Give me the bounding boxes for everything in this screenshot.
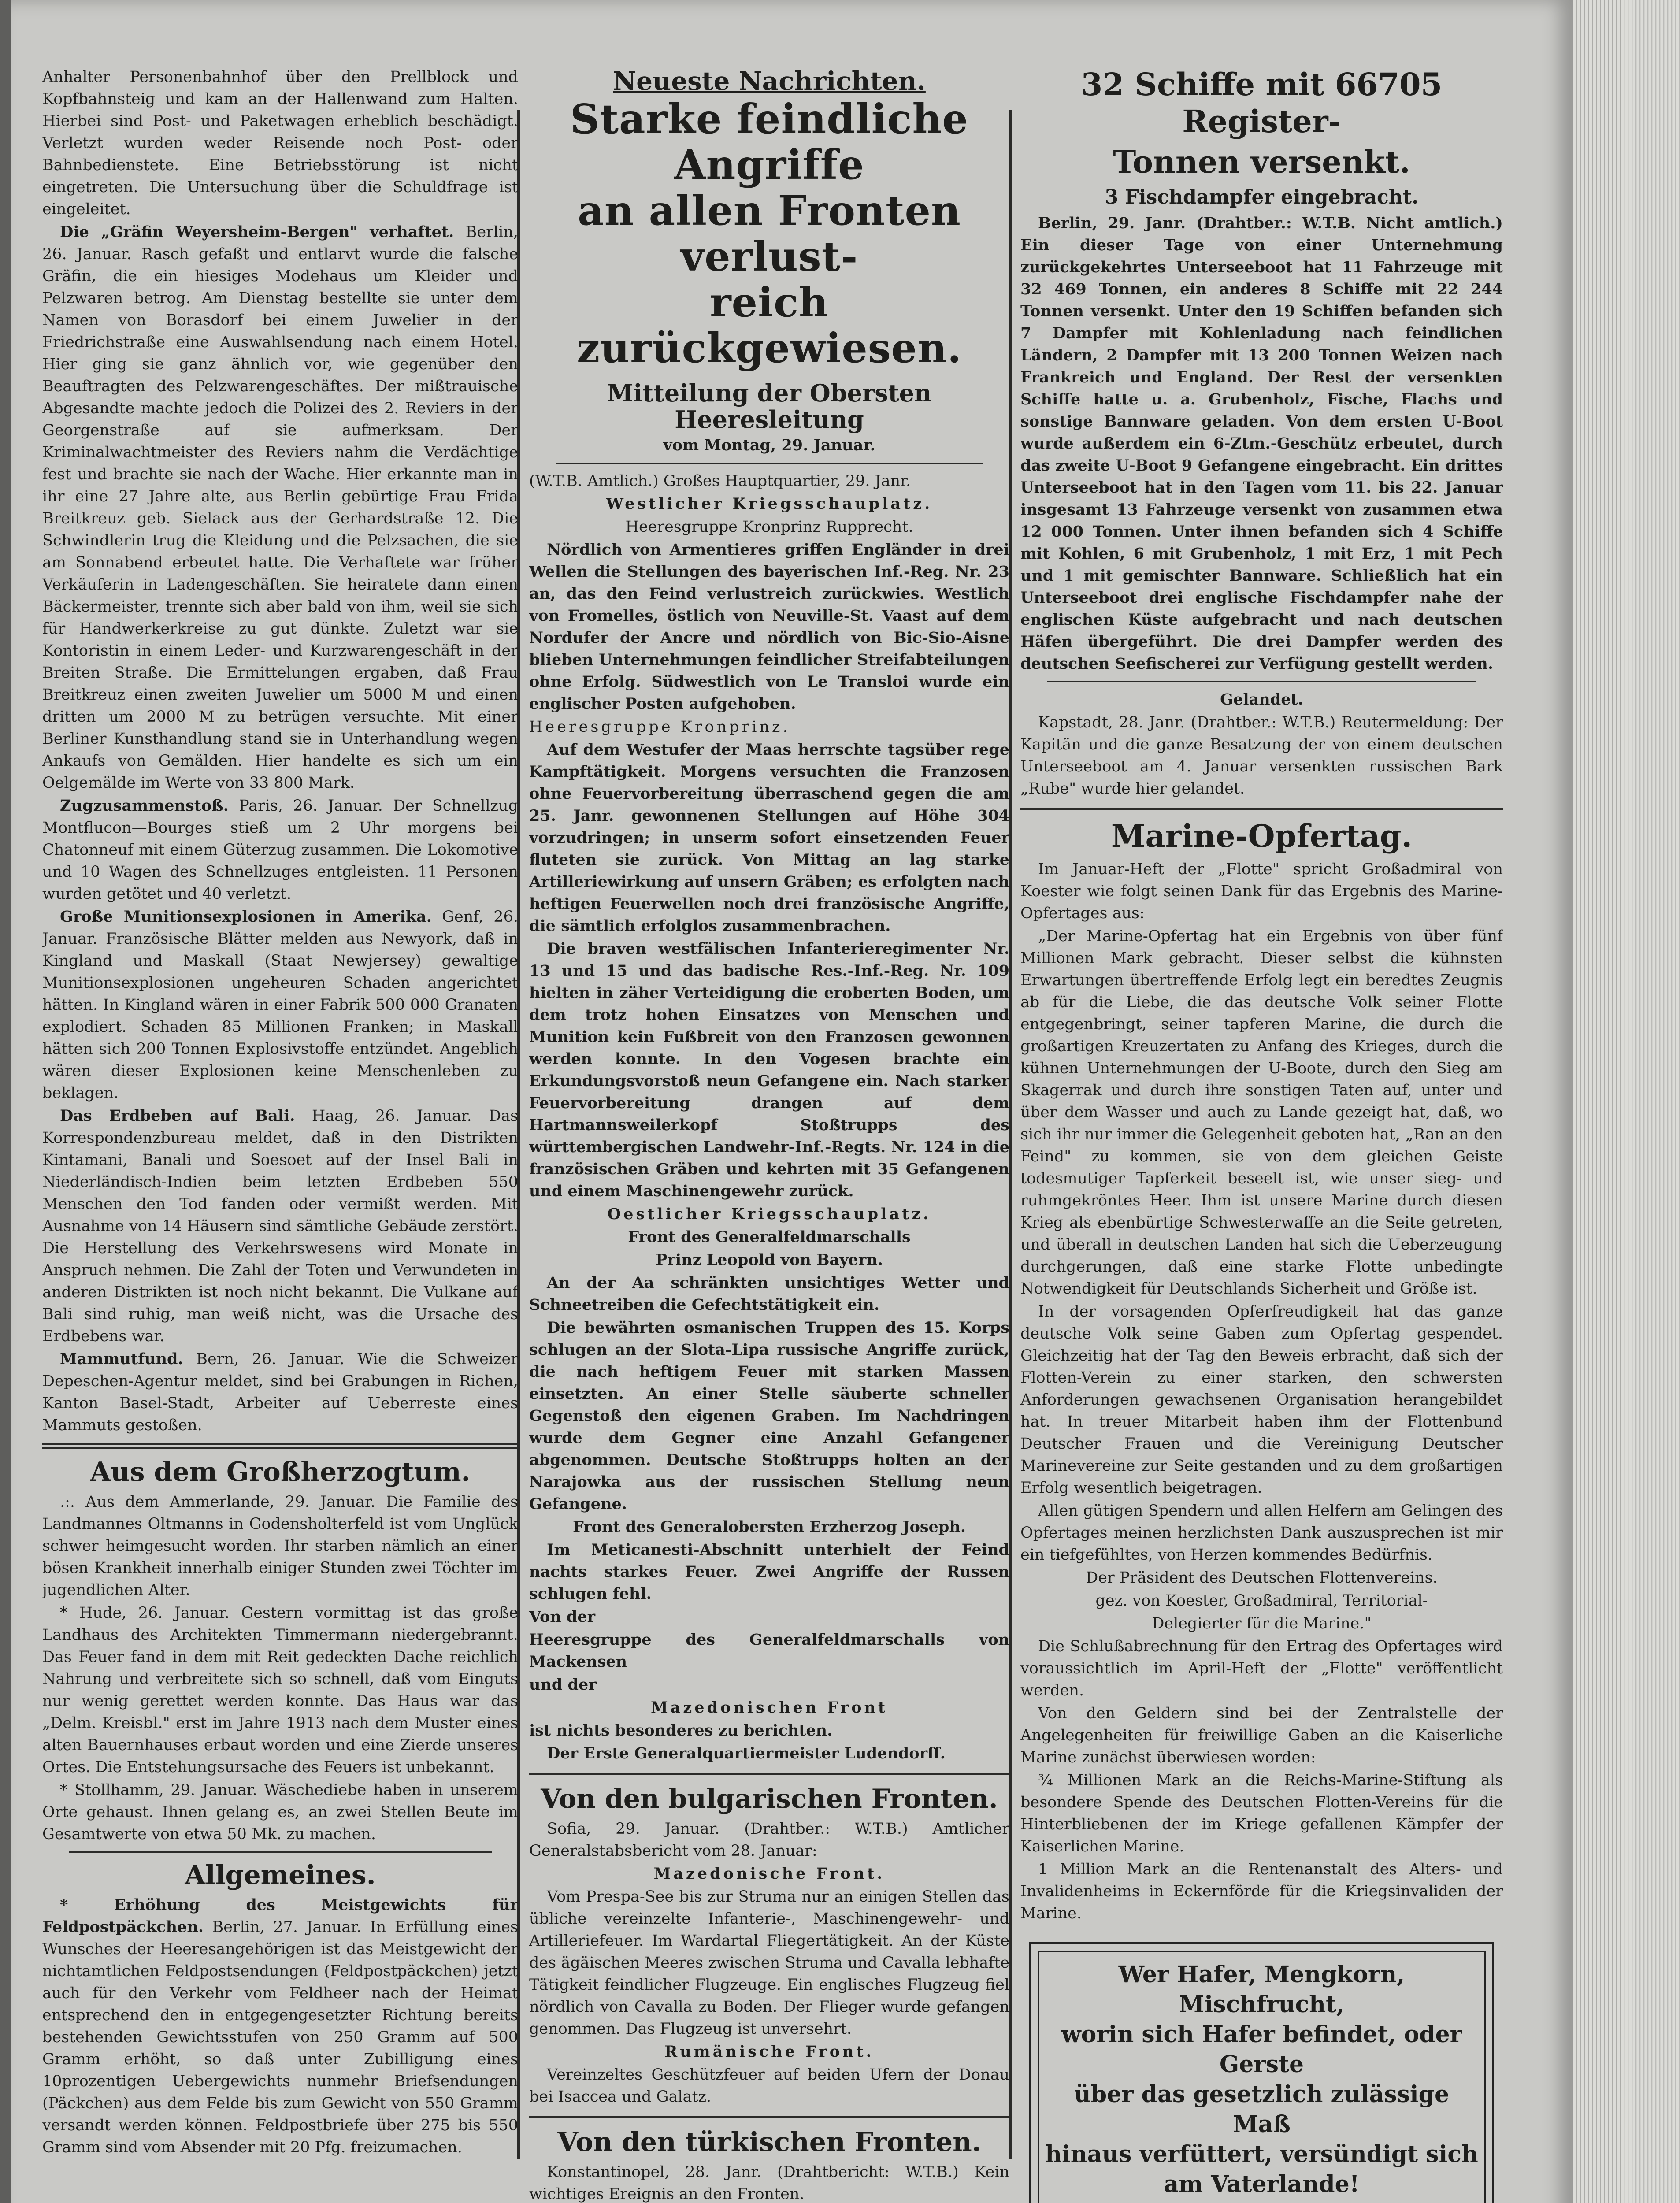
report-osmanen: Die bewährten osmanischen Truppen des 15. Korps schlugen an der Slota-Lipa russische Angriffe zurück, die nach heftigem Feuer mit starken Massen einsetzten. An einer Stelle säuberte schneller Gegenstoß den eigenen Graben. Im Nachdringen wurde dem Gegner eine Anzahl Gefangener abgenommen. Deutsche Stoßtrupps holten an der Narajowka aus der russischen Stellung neun Gefangene. bbox=[529, 1319, 1009, 1513]
divider bbox=[1047, 681, 1476, 682]
signature-line-1: Der Präsident des Deutschen Flottenvereins. bbox=[1086, 1569, 1438, 1587]
article-munition bbox=[42, 906, 518, 1104]
section-heading-allgemeines: Allgemeines. bbox=[185, 1860, 376, 1891]
article-bali bbox=[42, 1105, 518, 1347]
headline-graefin: Die „Gräfin Weyersheim-Bergen" verhaftet. bbox=[60, 223, 454, 241]
article-marine-stiftung: ¾ Millionen Mark an die Reichs-Marine-Stiftung als besondere Spende des Deutschen Flotten-Vereins für die Hinterbliebenen der im Kriege gefallenen Kämpfer der Kaiserlichen Marine. bbox=[1020, 1772, 1503, 1855]
heading-leopold-2: Prinz Leopold von Bayern. bbox=[656, 1251, 883, 1269]
article-ammerland: .:. Aus dem Ammerlande, 29. Januar. Die Familie des Landmannes Oltmanns in Godensholterfeld ist vom Unglück schwer heimgesucht worden. Ihr starben nämlich an einer bösen Krankheit innerhalb einiger Stunden zwei Töchter im jugendlichen Alter. bbox=[42, 1493, 518, 1599]
report-westfalen: Die braven westfälischen Infanterieregimenter Nr. 13 und 15 und das badische Res.-Inf.-Reg. Nr. 109 hielten in zäher Verteidigung die eroberten Boden, um dem trotz hohen Einsatzes von Menschen und Munition kein Fußbreit von den Franzosen gewonnen werden konnte. In den Vogesen brachte ein Erkundungsvorstoß neun Gefangene ein. Nach starker Feuervorbereitung drangen auf dem Hartmannsweilerkopf Stoßtrupps des württembergischen Landwehr-Inf.-Regts. Nr. 124 in die französischen Gräben und kehrten mit 35 Gefangenen und einem Maschinengewehr zurück. bbox=[529, 940, 1009, 1200]
report-intro: (W.T.B. Amtlich.) Großes Hauptquartier, 29. Janr. bbox=[529, 472, 911, 490]
newspaper-page bbox=[11, 0, 1573, 2203]
headline-bali: Das Erdbeben auf Bali. bbox=[60, 1107, 295, 1125]
article-marine-gelder: Von den Geldern sind bei der Zentralstelle der Angelegenheiten für freiwillige Gaben an die Kaiserliche Marine zunächst überwiesen worden: bbox=[1020, 1705, 1503, 1766]
report-donau: Vereinzeltes Geschützfeuer auf beiden Ufern der Donau bei Isaccea und Galatz. bbox=[529, 2066, 1009, 2106]
text-mammut: Bern, 26. Januar. Wie die Schweizer Depeschen-Agentur meldet, sind bei Grabungen in Richen, Kanton Basel-Stadt, Arbeiter auf Ueberreste eines Mammuts gestoßen. bbox=[42, 1350, 518, 1434]
headline-main-1: Starke feindliche Angriffe bbox=[570, 95, 968, 189]
article-kapstadt: Kapstadt, 28. Janr. (Drahtber.: W.T.B.) Reutermeldung: Der Kapitän und die ganze Besatzung der von einem deutschen Unterseeboot am 4. Januar versenkten russischen Bark „Rube" wurde hier gelandet. bbox=[1020, 714, 1503, 797]
headline-main-3: reich zurückgewiesen. bbox=[576, 278, 962, 372]
text-bali: Haag, 26. Januar. Das Korrespondenzbureau meldet, daß in den Distrikten Kintamani, Banali und Soesoet auf der Insel Bali in Niederländisch-Indien beim letzten Erdbeben 550 Menschen den Tod fanden oder vermißt werden. Mit Ausnahme von 14 Häusern sind sämtliche Gebäude zerstört. Die Herstellung des Verkehrswesens wird Monate in Anspruch nehmen. Die Zahl der Toten und Verwundeten in anderen Distrikten ist noch nicht bekannt. Die Vulkane auf Bali sind ruhig, man weiß nicht, was die Ursache des Erdbebens war. bbox=[42, 1107, 518, 1345]
article-mammut bbox=[42, 1348, 518, 1436]
article-graefin bbox=[42, 221, 518, 794]
heading-date: vom Montag, 29. Januar. bbox=[663, 436, 875, 454]
article-marine-intro: Im Januar-Heft der „Flotte" spricht Großadmiral von Koester wie folgt seinen Dank für das Ergebnis des Marine-Opfertages aus: bbox=[1020, 860, 1503, 922]
headline-mammut: Mammutfund. bbox=[60, 1350, 183, 1368]
signature-ludendorff: Der Erste Generalquartiermeister Ludendorff. bbox=[547, 1744, 946, 1762]
signature-line-3: Delegierter für die Marine." bbox=[1152, 1615, 1372, 1632]
headline-munition: Große Munitionsexplosionen in Amerika. bbox=[60, 908, 432, 926]
divider bbox=[529, 2116, 1009, 2118]
text-zug: Paris, 26. Januar. Der Schnellzug Montflucon—Bourges stieß um 2 Uhr morgens bei Chatonneuf mit einem Güterzug zusammen. Die Lokomotive und 10 Wagen des Schnellzuges entgleisten. 11 Personen wurden getötet und 40 verletzt. bbox=[42, 797, 518, 903]
article-marine-rentenanstalt: 1 Million Mark an die Rentenanstalt des Alters- und Invalidenheims in Eckernförde für die Kriegsinvaliden der Marine. bbox=[1020, 1861, 1503, 1922]
column-right bbox=[1020, 66, 1503, 2203]
article-marine-quote-2: In der vorsagenden Opferfreudigkeit hat das ganze deutsche Volk seine Gaben zum Opfertag gespendet. Gleichzeitig hat der Tag den Beweis erbracht, daß sich der Flotten-Verein zu einer starken, den schwersten Anforderungen gewachsenen Organisation herangebildet hat. In treuer Mitarbeit haben ihm der Flottenbund Deutscher Frauen und die Vereinigung Deutscher Marinevereine zur Seite gestanden und zu dem großartigen Erfolg wesentlich beigetragen. bbox=[1020, 1303, 1503, 1497]
report-maas: Auf dem Westufer der Maas herrschte tagsüber rege Kampftätigkeit. Morgens versuchten die Franzosen ohne Feuervorbereitung überraschend gegen die am 25. Janr. gewonnenen Stellungen auf Höhe 304 vorzudringen; in unserm sofort einsetzenden Feuer fluteten sie zurück. Von Mittag an lag starke Artilleriewirkung auf unsern Gräben; es erfolgten nach heftigen Feuerwellen noch drei französische Angriffe, die sämtlich erfolglos zusammenbrachen. bbox=[529, 741, 1009, 935]
report-sofia: Sofia, 29. Januar. (Drahtber.: W.T.B.) Amtlicher Generalstabsbericht vom 28. Januar: bbox=[529, 1820, 1009, 1860]
article-hude: * Hude, 26. Januar. Gestern vormittag ist das große Landhaus des Architekten Timmermann niedergebrannt. Das Feuer fand in dem mit Reit gedeckten Dache reichlich Nahrung und verbreitete sich so schnell, daß vom Einguts nur wenig gerettet werden konnte. Das Haus war das „Delm. Kreisbl." erst im Jahre 1913 nach dem Muster eines alten Bauernhauses erbaut worden und eine Zierde unseres Ortes. Die Entstehungsursache des Feuers ist unbekannt. bbox=[42, 1604, 518, 1776]
headline-zug: Zugzusammenstoß. bbox=[60, 797, 229, 815]
notice-box-hafer bbox=[1029, 1942, 1494, 2203]
divider bbox=[529, 1773, 1009, 1775]
text-munition: Genf, 26. Januar. Französische Blätter melden aus Newyork, daß in Kingland und Maskall (Staat Newjersey) gewaltige Munitionsexplosionen ungeheuren Schaden angerichtet hätten. In Kingland wären in einer Fabrik 500 000 Granaten explodiert. Schaden 85 Millionen Franken; in Maskall hätten sich 200 Tonnen Explosivstoffe entzündet. Angeblich wären dieser Explosionen keine Menschenleben zu beklagen. bbox=[42, 908, 518, 1102]
text-graefin: Berlin, 26. Januar. Rasch gefaßt und entlarvt wurde die falsche Gräfin, die ein hiesiges Modehaus um Kleider und Pelzwaren betrog. Am Dienstag bestellte sie unter dem Namen von Borasdorf bei einem Juwelier in der Friedrichstraße eine Auswahlsendung nach einem Hotel. Hier ging sie ganz ähnlich vor, wie gegenüber den Beauftragten des Pelzwarengeschäftes. Der mißtrauische Abgesandte machte jedoch die Polizei des 2. Reviers in der Georgenstraße auf sie aufmerksam. Der Kriminalwachtmeister des Reviers nahm die Verdächtige fest und brachte sie nach der Wache. Hier erkannte man in ihr eine 27 Jahre alte, aus Berlin gebürtige Frau Frida Breitkreuz geb. Sielack aus der Gerhardstraße 12. Die Schwindlerin trug die Kleidung und die Pelzsachen, die sie am Sonnabend erbeutet hatte. Die Verhaftete war früher Verkäuferin in Ladengeschäften. Sie heiratete dann einen Bäckermeister, trennte sich aber bald von ihm, weil sie sich für Handwerkerkreise zu gut dünkte. Zuletzt war sie Kontoristin in einem Leder- und Kurzwarengeschäft in der Breiten Straße. Die Ermittelungen ergaben, daß Frau Breitkreuz einen zweiten Juwelier um 5000 M und einen dritten um 2000 M zu betrügen versuchte. Mit einer Berliner Kunsthandlung stand sie in Unterhandlung wegen Ankaufs von Gemälden. Hier handelte es sich um ein Oelgemälde im Werte von 33 800 Mark. bbox=[42, 223, 518, 792]
book-page-edges bbox=[1573, 0, 1680, 2203]
column-left bbox=[42, 66, 518, 2203]
headline-fischdampfer: 3 Fischdampfer eingebracht. bbox=[1105, 186, 1419, 208]
report-meticanesti: Im Meticanesti-Abschnitt unterhielt der Feind nachts starkes Feuer. Zwei Angriffe der Russen schlugen fehl. bbox=[529, 1541, 1009, 1603]
heading-west: Westlicher Kriegsschauplatz. bbox=[606, 495, 933, 513]
heading-ost: Oestlicher Kriegsschauplatz. bbox=[607, 1205, 931, 1223]
article-bahnhof-end: Anhalter Personenbahnhof über den Prellblock und Kopfbahnsteig und kam an der Hallenwand zum Halten. Hierbei sind Post- und Paketwagen erheblich beschädigt. Verletzt wurden weder Reisende noch Post- oder Bahnbedienstete. Eine Betriebsstörung ist nicht eingetreten. Die Untersuchung über die Schuldfrage ist eingeleitet. bbox=[42, 68, 518, 218]
report-konstantinopel: Konstantinopel, 28. Janr. (Drahtbericht: W.T.B.) Kein wichtiges Ereignis an den Fronten. bbox=[529, 2163, 1009, 2203]
report-aa: An der Aa schränkten unsichtiges Wetter und Schneetreiben die Gefechtstätigkeit ein. bbox=[529, 1274, 1009, 1314]
headline-schiffe-1: 32 Schiffe mit 66705 Register- bbox=[1081, 66, 1443, 140]
notice-line-1: Wer Hafer, Mengkorn, Mischfrucht, bbox=[1118, 1961, 1405, 2018]
divider bbox=[1020, 808, 1503, 810]
heading-rupprecht: Heeresgruppe Kronprinz Rupprecht. bbox=[625, 518, 913, 536]
report-prespa: Vom Prespa-See bis zur Struma nur an einigen Stellen das übliche vereinzelte Infanterie-, Maschinengewehr- und Artilleriefeuer. Im Wardartal Fliegertätigkeit. An der Küste des ägäischen Meeres zwischen Struma und Cavalla lebhafte Tätigkeit feindlicher Flugzeuge. Ein englisches Flugzeug fiel nördlich von Cavalla zu Boden. Der Flieger wurde gefangen genommen. Das Flugzeug ist unversehrt. bbox=[529, 1888, 1009, 2038]
heading-joseph: Front des Generalobersten Erzherzog Joseph. bbox=[572, 1518, 966, 1536]
heading-bulgarisch: Von den bulgarischen Fronten. bbox=[541, 1784, 998, 1814]
notice-line-3: über das gesetzlich zulässige Maß bbox=[1074, 2081, 1450, 2138]
headline-schiffe-2: Tonnen versenkt. bbox=[1113, 144, 1410, 180]
signature-line-2: gez. von Koester, Großadmiral, Territorial- bbox=[1095, 1592, 1428, 1610]
section-divider bbox=[42, 1443, 518, 1449]
notice-line-4: hinaus verfüttert, versündigt sich bbox=[1045, 2141, 1478, 2168]
report-vonder: Von der bbox=[529, 1608, 596, 1626]
column-middle bbox=[529, 66, 1009, 2203]
notice-line-5: am Vaterlande! bbox=[1164, 2171, 1360, 2198]
heading-kronprinz: Heeresgruppe Kronprinz. bbox=[529, 718, 790, 736]
article-zug bbox=[42, 795, 518, 905]
article-marine-quote: „Der Marine-Opfertag hat ein Ergebnis von über fünf Millionen Mark gebracht. Dieser selbst die kühnsten Erwartungen übertreffende Erfolg legt ein beredtes Zeugnis ab für die Liebe, die das deutsche Volk seiner Flotte entgegenbringt, seiner tapferen Marine, die durch die großartigen Kreuzertaten zu Anfang des Krieges, durch die kühnen Unternehmungen der U-Boote, durch den Sieg am Skagerrak und durch ihre sonstigen Taten auf, unter und über dem Wasser und auch zu Lande gezeigt hat, daß, wo sich ihr nur immer die Gelegenheit geboten hat, „Ran an den Feind" zu kommen, sie von dem gleichen Geiste todesmutiger Tapferkeit beseelt ist, wie unser sieg- und ruhmgekröntes Heer. Ihm ist unsere Marine durch diesen Krieg als ebenbürtige Schwesterwaffe an die Seite getreten, und überall in deutschen Landen hat sich die Ueberzeugung durchgerungen, daß eine starke Flotte unbedingte Notwendigkeit für Deutschlands Sicherheit und Größe ist. bbox=[1020, 927, 1503, 1298]
section-heading-grossherzogtum: Aus dem Großherzogtum. bbox=[90, 1457, 471, 1487]
heading-leopold-1: Front des Generalfeldmarschalls bbox=[628, 1228, 911, 1246]
heading-tuerkisch: Von den türkischen Fronten. bbox=[557, 2127, 981, 2158]
section-divider bbox=[69, 1851, 492, 1853]
article-schiffe: Berlin, 29. Janr. (Drahtber.: W.T.B. Nicht amtlich.) Ein dieser Tage von einer Unternehmung zurückgekehrtes Unterseeboot hat 11 Fahrzeuge mit 32 469 Tonnen, ein anderes 8 Schiffe mit 22 244 Tonnen versenkt. Unter den 19 Schiffen befanden sich 7 Dampfer mit Kohlenladung nach feindlichen Ländern, 2 Dampfer mit 13 200 Tonnen Weizen nach Frankreich und England. Der Rest der versenkten Schiffe hatte u. a. Grubenholz, Fische, Flachs und sonstige Bannware geladen. Von dem ersten U-Boot wurde außerdem ein 6-Ztm.-Geschütz erbeutet, durch das zweite U-Boot 9 Gefangene eingebracht. Ein drittes Unterseeboot hat in den Tagen vom 11. bis 22. Januar insgesamt 13 Fahrzeuge versenkt von zusammen etwa 12 000 Tonnen. Unter ihnen befanden sich 4 Schiffe mit Kohlen, 6 mit Grubenholz, 1 mit Erz, 1 mit Pech und 1 mit gemischter Bannware. Schließlich hat ein Unterseeboot drei englische Fischdampfer nahe der englischen Küste aufgebracht und nach deutschen Häfen übergeführt. Die drei Dampfer werden des deutschen Seefischerei zur Verfügung gestellt werden. bbox=[1020, 214, 1503, 673]
article-feldpost bbox=[42, 1894, 518, 2158]
divider bbox=[556, 463, 983, 464]
notice-box-inner bbox=[1038, 1951, 1486, 2203]
report-mackensen: Heeresgruppe des Generalfeldmarschalls von Mackensen bbox=[529, 1631, 1009, 1671]
notice-line-2: worin sich Hafer befindet, oder Gerste bbox=[1061, 2021, 1462, 2078]
report-nichts: ist nichts besonderes zu berichten. bbox=[529, 1721, 833, 1739]
heading-rumaenische-front: Rumänische Front. bbox=[664, 2043, 874, 2061]
report-undder: und der bbox=[529, 1676, 597, 1694]
article-marine-quote-3: Allen gütigen Spendern und allen Helfern am Gelingen des Opfertages meinen herzlichsten Dank auszusprechen ist mir ein tiefgefühltes, von Herzen kommendes Bedürfnis. bbox=[1020, 1502, 1503, 1564]
heading-mazedonische-front: Mazedonische Front. bbox=[653, 1865, 885, 1883]
headline-feldpost: * Erhöhung des Meistgewichts für Feldpostpäckchen. bbox=[42, 1896, 518, 1936]
heading-neueste-nachrichten: Neueste Nachrichten. bbox=[613, 66, 926, 96]
heading-gelandet: Gelandet. bbox=[1220, 690, 1303, 708]
article-stollhamm: * Stollhamm, 29. Januar. Wäschediebe haben in unserem Orte gehaust. Ihnen gelang es, an zwei Stellen Beute im Gesamtwerte von etwa 50 Mk. zu machen. bbox=[42, 1781, 518, 1843]
headline-main-2: an allen Fronten verlust- bbox=[578, 187, 961, 280]
heading-mazedonisch: Mazedonischen Front bbox=[650, 1699, 888, 1717]
heading-mitteilung: Mitteilung der Obersten Heeresleitung bbox=[607, 379, 932, 434]
report-rupprecht: Nördlich von Armentieres griffen Engländer in drei Wellen die Stellungen des bayerischen Inf.-Reg. Nr. 23 an, das den Feind verlustreich zurückwies. Westlich von Fromelles, östlich von Neuville-St. Vaast auf dem Nordufer der Ancre und nördlich von Bic-Sio-Aisne blieben Unternehmungen feindlicher Streifabteilungen ohne Erfolg. Südwestlich von Le Transloi wurde ein englischer Posten aufgehoben. bbox=[529, 541, 1009, 713]
text-feldpost: Berlin, 27. Januar. In Erfüllung eines Wunsches der Heeresangehörigen ist das Meistgewicht der nichtamtlichen Feldpostsendungen (Feldpostpäckchen) jetzt auch für den Verkehr vom Feldheer nach der Heimat entsprechend den in entgegengesetzter Richtung bereits bestehenden Gewichtsstufen von 250 Gramm auf 500 Gramm erhöht, so daß unter Zubilligung eines 10prozentigen Uebergewichts nunmehr Briefsendungen (Päckchen) aus dem Felde bis zum Gewicht von 550 Gramm versandt werden können. Feldpostbriefe über 275 bis 550 Gramm sind vom Absender mit 20 Pfg. freizumachen. bbox=[42, 1918, 518, 2156]
article-marine-abrechnung: Die Schlußabrechnung für den Ertrag des Opfertages wird voraussichtlich im April-Heft der „Flotte" veröffentlicht werden. bbox=[1020, 1638, 1503, 1699]
heading-marine-opfertag: Marine-Opfertag. bbox=[1111, 818, 1413, 854]
